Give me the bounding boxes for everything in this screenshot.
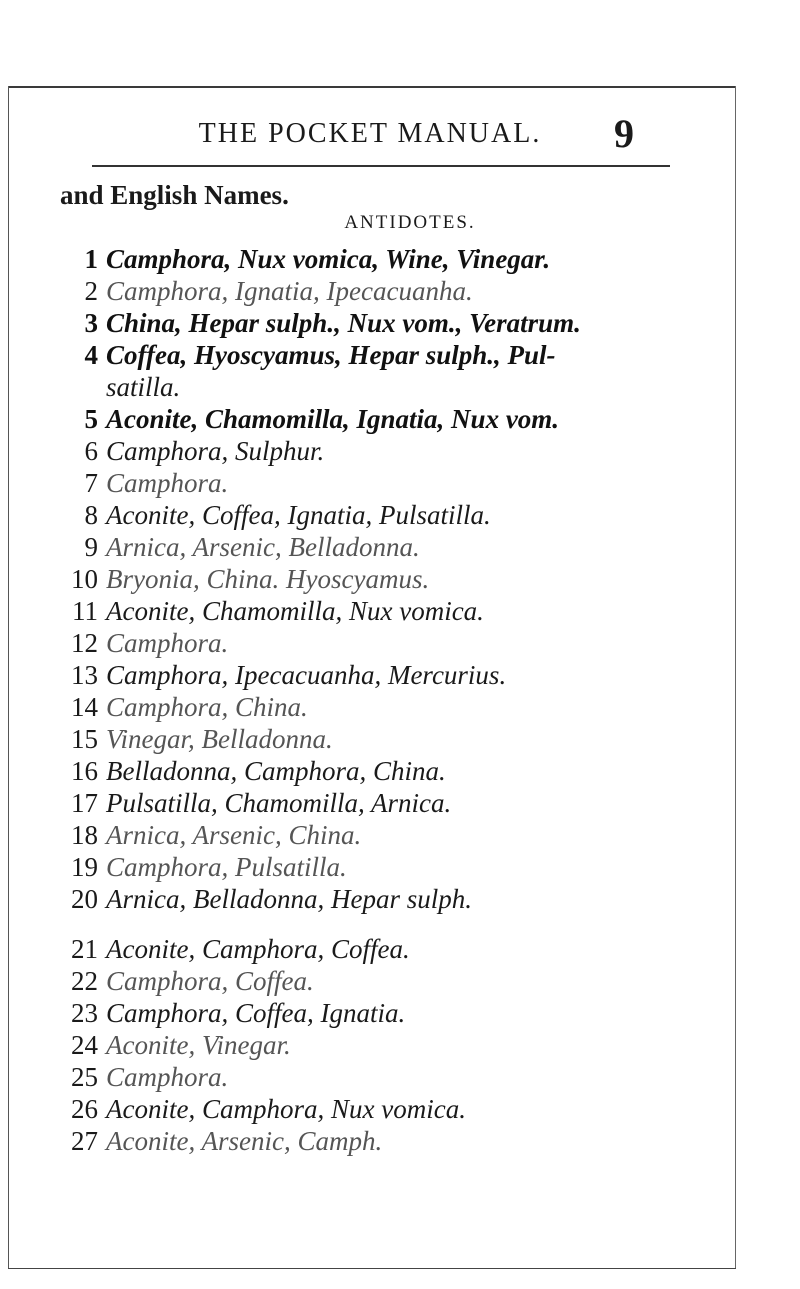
antidote-text: Pulsatilla, Chamomilla, Arnica.	[106, 788, 452, 818]
antidote-text: Camphora.	[106, 468, 229, 498]
antidote-text: Aconite, Chamomilla, Nux vomica.	[106, 596, 484, 626]
antidote-row	[0, 276, 800, 306]
antidote-number: 23	[71, 998, 98, 1028]
antidote-row	[0, 788, 800, 818]
antidote-text: Camphora.	[106, 628, 229, 658]
antidote-row	[0, 308, 800, 338]
page-frame-bottom	[8, 1268, 736, 1269]
antidote-text: Arnica, Belladonna, Hepar sulph.	[106, 884, 472, 914]
antidote-text: Camphora, Sulphur.	[106, 436, 325, 466]
antidote-text: Aconite, Camphora, Coffea.	[106, 934, 410, 964]
antidote-text: Belladonna, Camphora, China.	[106, 756, 446, 786]
antidote-number: 11	[72, 596, 98, 626]
antidote-row	[0, 1094, 800, 1124]
antidote-number: 1	[84, 244, 98, 274]
running-head	[0, 110, 800, 160]
antidote-text: Arnica, Arsenic, Belladonna.	[106, 532, 420, 562]
antidote-row	[0, 1030, 800, 1060]
antidote-text: Camphora, Ignatia, Ipecacuanha.	[106, 276, 473, 306]
antidote-text: Vinegar, Belladonna.	[106, 724, 333, 754]
section-title: ANTIDOTES.	[344, 212, 476, 233]
antidote-continuation: satilla.	[106, 372, 181, 402]
antidote-row	[0, 820, 800, 850]
antidote-number: 25	[71, 1062, 98, 1092]
antidote-number: 26	[71, 1094, 98, 1124]
antidote-number: 2	[84, 276, 98, 306]
antidote-row	[0, 532, 800, 562]
antidote-number: 7	[84, 468, 98, 498]
antidote-row	[0, 1062, 800, 1092]
antidote-number: 16	[71, 756, 98, 786]
antidote-row	[0, 244, 800, 274]
antidote-text: Coffea, Hyoscyamus, Hepar sulph., Pul-	[106, 340, 556, 370]
antidote-row	[0, 660, 800, 690]
antidote-number: 3	[84, 308, 98, 338]
antidote-text: Camphora.	[106, 1062, 229, 1092]
antidote-row	[0, 884, 800, 914]
antidote-number: 22	[71, 966, 98, 996]
antidote-text: Aconite, Chamomilla, Ignatia, Nux vom.	[106, 404, 560, 434]
antidote-row	[0, 756, 800, 786]
antidote-text: Camphora, Coffea, Ignatia.	[106, 998, 406, 1028]
antidote-number: 24	[71, 1030, 98, 1060]
antidote-number: 15	[71, 724, 98, 754]
antidote-row	[0, 340, 800, 370]
antidote-text: Aconite, Coffea, Ignatia, Pulsatilla.	[106, 500, 491, 530]
page-number: 9	[614, 111, 634, 156]
page-frame-top	[8, 86, 736, 88]
antidote-row	[0, 998, 800, 1028]
antidote-number: 12	[71, 628, 98, 658]
antidote-number: 17	[71, 788, 98, 818]
antidote-text: Camphora, Pulsatilla.	[106, 852, 347, 882]
antidote-row	[0, 934, 800, 964]
antidote-row	[0, 692, 800, 722]
antidote-row	[0, 436, 800, 466]
antidote-row	[0, 852, 800, 882]
antidote-number: 21	[71, 934, 98, 964]
antidote-text: Camphora, Coffea.	[106, 966, 314, 996]
subheading: and English Names.	[60, 180, 289, 210]
antidote-text: Aconite, Arsenic, Camph.	[106, 1126, 383, 1156]
antidote-row	[0, 468, 800, 498]
antidote-text: Camphora, Ipecacuanha, Mercurius.	[106, 660, 507, 690]
antidote-row	[0, 596, 800, 626]
antidote-text: Camphora, Nux vomica, Wine, Vinegar.	[106, 244, 551, 274]
antidote-row	[0, 724, 800, 754]
antidote-text: Arnica, Arsenic, China.	[106, 820, 362, 850]
antidote-number: 27	[71, 1126, 98, 1156]
antidote-row	[0, 500, 800, 530]
antidote-number: 13	[71, 660, 98, 690]
antidote-number: 18	[71, 820, 98, 850]
antidote-number: 8	[84, 500, 98, 530]
antidote-text: Aconite, Vinegar.	[106, 1030, 291, 1060]
antidote-number: 6	[84, 436, 98, 466]
antidote-number: 14	[71, 692, 98, 722]
antidote-text: China, Hepar sulph., Nux vom., Veratrum.	[106, 308, 581, 338]
antidote-row	[0, 628, 800, 658]
antidote-row	[0, 1126, 800, 1156]
antidote-row	[0, 404, 800, 434]
antidote-text: Bryonia, China. Hyoscyamus.	[106, 564, 430, 594]
antidote-text: Camphora, China.	[106, 692, 308, 722]
antidote-number: 5	[84, 404, 98, 434]
header-rule	[92, 165, 670, 167]
antidote-text: Aconite, Camphora, Nux vomica.	[106, 1094, 466, 1124]
antidote-number: 20	[71, 884, 98, 914]
antidote-row	[0, 564, 800, 594]
antidote-number: 4	[84, 340, 98, 370]
antidote-number: 9	[84, 532, 98, 562]
antidote-number: 19	[71, 852, 98, 882]
antidote-row	[0, 966, 800, 996]
antidote-number: 10	[71, 564, 98, 594]
running-head-title: THE POCKET MANUAL.	[198, 118, 542, 149]
